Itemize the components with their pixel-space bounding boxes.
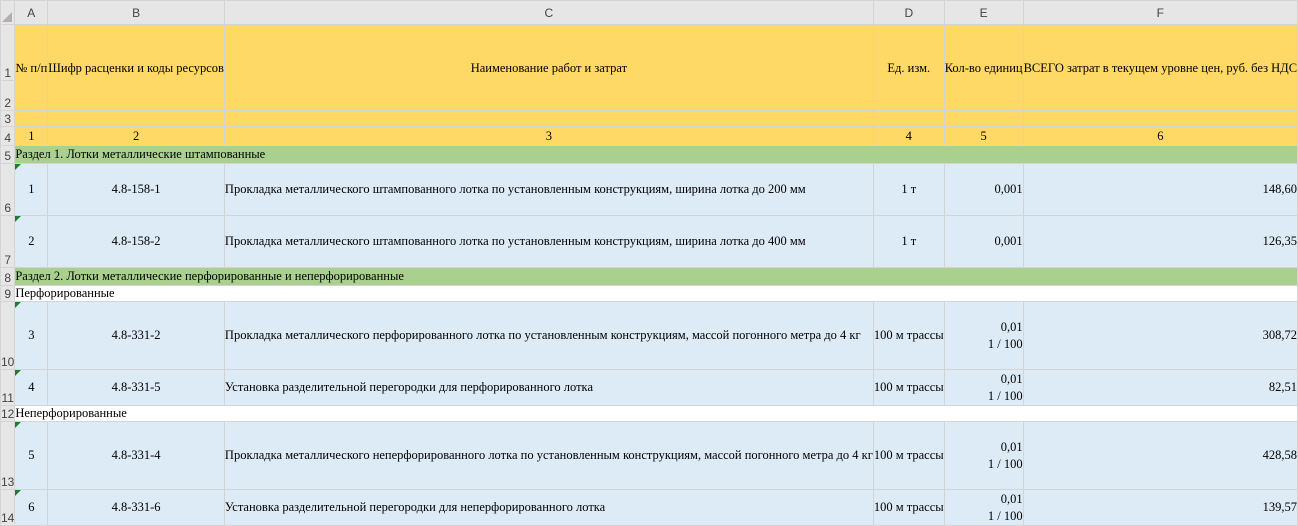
header-cell-code[interactable]: Шифр расценки и коды ресурсов <box>48 25 225 111</box>
row-header-11[interactable]: 11 <box>1 370 15 406</box>
cell-qty[interactable] <box>944 422 1023 490</box>
header-cell-qty[interactable]: Кол-во единиц <box>944 25 1023 111</box>
cell-code[interactable]: 4.8-331-2 <box>48 302 225 370</box>
cell[interactable] <box>48 111 225 127</box>
header-cell-name[interactable]: Наименование работ и затрат <box>224 25 873 111</box>
column-header-b[interactable]: B <box>48 1 225 25</box>
row-header-10[interactable]: 10 <box>1 302 15 370</box>
cell-qty[interactable]: 0,001 <box>944 216 1023 268</box>
select-all-button[interactable] <box>1 1 15 25</box>
cell-unit[interactable]: 1 т <box>873 164 944 216</box>
cell-total[interactable]: 308,72 <box>1023 302 1297 370</box>
cell-no[interactable]: 1 <box>15 164 48 216</box>
row-header-5[interactable]: 5 <box>1 146 15 164</box>
cell-qty[interactable] <box>944 302 1023 370</box>
qty-value: 0,01 <box>1000 319 1023 334</box>
cell-unit[interactable]: 100 м трассы <box>873 490 944 526</box>
error-indicator-icon <box>15 422 21 428</box>
qty-ratio: 1 / 100 <box>987 456 1023 471</box>
cell-unit[interactable]: 100 м трассы <box>873 370 944 406</box>
qty-ratio: 1 / 100 <box>987 508 1023 523</box>
qty-value: 0,01 <box>1000 439 1023 454</box>
row-header-8[interactable]: 8 <box>1 268 15 286</box>
cell-code[interactable]: 4.8-158-1 <box>48 164 225 216</box>
cell-code[interactable]: 4.8-331-6 <box>48 490 225 526</box>
error-indicator-icon <box>15 164 21 170</box>
row-header-7[interactable]: 7 <box>1 216 15 268</box>
column-number-cell[interactable]: 6 <box>1023 127 1297 146</box>
column-number-cell[interactable]: 2 <box>48 127 225 146</box>
row-header-4[interactable]: 4 <box>1 127 15 146</box>
header-cell-unit[interactable]: Ед. изм. <box>873 25 944 111</box>
cell-name[interactable]: Установка разделительной перегородки для неперфорированного лотка <box>224 490 873 526</box>
row-header-12[interactable]: 12 <box>1 407 15 421</box>
section-title-1[interactable]: Раздел 1. Лотки металлические штампованные <box>15 146 1298 164</box>
qty-value: 0,01 <box>1000 491 1023 506</box>
row-header-14[interactable]: 14 <box>1 490 15 526</box>
cell-no[interactable]: 4 <box>15 370 48 406</box>
cell-unit[interactable]: 1 т <box>873 216 944 268</box>
cell-qty[interactable]: 0,001 <box>944 164 1023 216</box>
column-number-cell[interactable]: 3 <box>224 127 873 146</box>
cell[interactable] <box>224 111 873 127</box>
error-indicator-icon <box>15 216 21 222</box>
column-header-c[interactable]: C <box>224 1 873 25</box>
error-indicator-icon <box>15 370 21 376</box>
cell[interactable] <box>15 111 48 127</box>
cell-name[interactable]: Прокладка металлического перфорированного лотка по установленным конструкциям, массой погонного метра до 4 кг <box>224 302 873 370</box>
qty-value: 0,01 <box>1000 371 1023 386</box>
row-header-13[interactable]: 13 <box>1 422 15 490</box>
cell-name[interactable]: Установка разделительной перегородки для перфорированного лотка <box>224 370 873 406</box>
column-number-cell[interactable]: 1 <box>15 127 48 146</box>
cell-total[interactable]: 428,58 <box>1023 422 1297 490</box>
row-header-3[interactable]: 3 <box>1 111 15 127</box>
cell[interactable] <box>944 111 1023 127</box>
cell-unit[interactable]: 100 м трассы <box>873 302 944 370</box>
column-header-f[interactable]: F <box>1023 1 1297 25</box>
qty-ratio: 1 / 100 <box>987 388 1023 403</box>
section-title-2[interactable]: Раздел 2. Лотки металлические перфорированные и неперфорированные <box>15 268 1298 286</box>
column-header-a[interactable]: A <box>15 1 48 25</box>
cell-no[interactable]: 2 <box>15 216 48 268</box>
cell-unit[interactable]: 100 м трассы <box>873 422 944 490</box>
select-all-triangle-icon <box>2 12 12 22</box>
error-indicator-icon <box>15 490 21 496</box>
cell[interactable] <box>873 111 944 127</box>
cell-code[interactable]: 4.8-331-5 <box>48 370 225 406</box>
cell-code[interactable]: 4.8-331-4 <box>48 422 225 490</box>
cell-total[interactable]: 139,57 <box>1023 490 1297 526</box>
row-header-6[interactable]: 6 <box>1 164 15 216</box>
cell-name[interactable]: Прокладка металлического штампованного лотка по установленным конструкциям, ширина лотка до 200 мм <box>224 164 873 216</box>
header-cell-no[interactable]: № п/п <box>15 25 48 111</box>
cell-total[interactable]: 82,51 <box>1023 370 1297 406</box>
cell[interactable] <box>1023 111 1297 127</box>
cell-no[interactable]: 6 <box>15 490 48 526</box>
cell-name[interactable]: Прокладка металлического штампованного лотка по установленным конструкциям, ширина лотка до 400 мм <box>224 216 873 268</box>
column-header-d[interactable]: D <box>873 1 944 25</box>
column-header-e[interactable]: E <box>944 1 1023 25</box>
cell-no[interactable]: 3 <box>15 302 48 370</box>
subsection-title-perforated[interactable]: Перфорированные <box>15 286 1298 302</box>
subsection-title-nonperforated[interactable]: Неперфорированные <box>15 406 1298 422</box>
error-indicator-icon <box>15 302 21 308</box>
cell-qty[interactable] <box>944 490 1023 526</box>
cell-name[interactable]: Прокладка металлического неперфорированного лотка по установленным конструкциям, массой погонного метра до 4 кг <box>224 422 873 490</box>
header-cell-total[interactable]: ВСЕГО затрат в текущем уровне цен, руб. без НДС <box>1023 25 1297 111</box>
cell-total[interactable]: 148,60 <box>1023 164 1297 216</box>
column-number-cell[interactable]: 4 <box>873 127 944 146</box>
row-header-1[interactable]: 1 <box>1 25 15 81</box>
cell-no[interactable]: 5 <box>15 422 48 490</box>
row-header-9[interactable]: 9 <box>1 286 15 302</box>
cell-qty[interactable] <box>944 370 1023 406</box>
column-number-cell[interactable]: 5 <box>944 127 1023 146</box>
cell-code[interactable]: 4.8-158-2 <box>48 216 225 268</box>
row-header-2[interactable]: 2 <box>1 81 15 111</box>
qty-ratio: 1 / 100 <box>987 336 1023 351</box>
cell-total[interactable]: 126,35 <box>1023 216 1297 268</box>
